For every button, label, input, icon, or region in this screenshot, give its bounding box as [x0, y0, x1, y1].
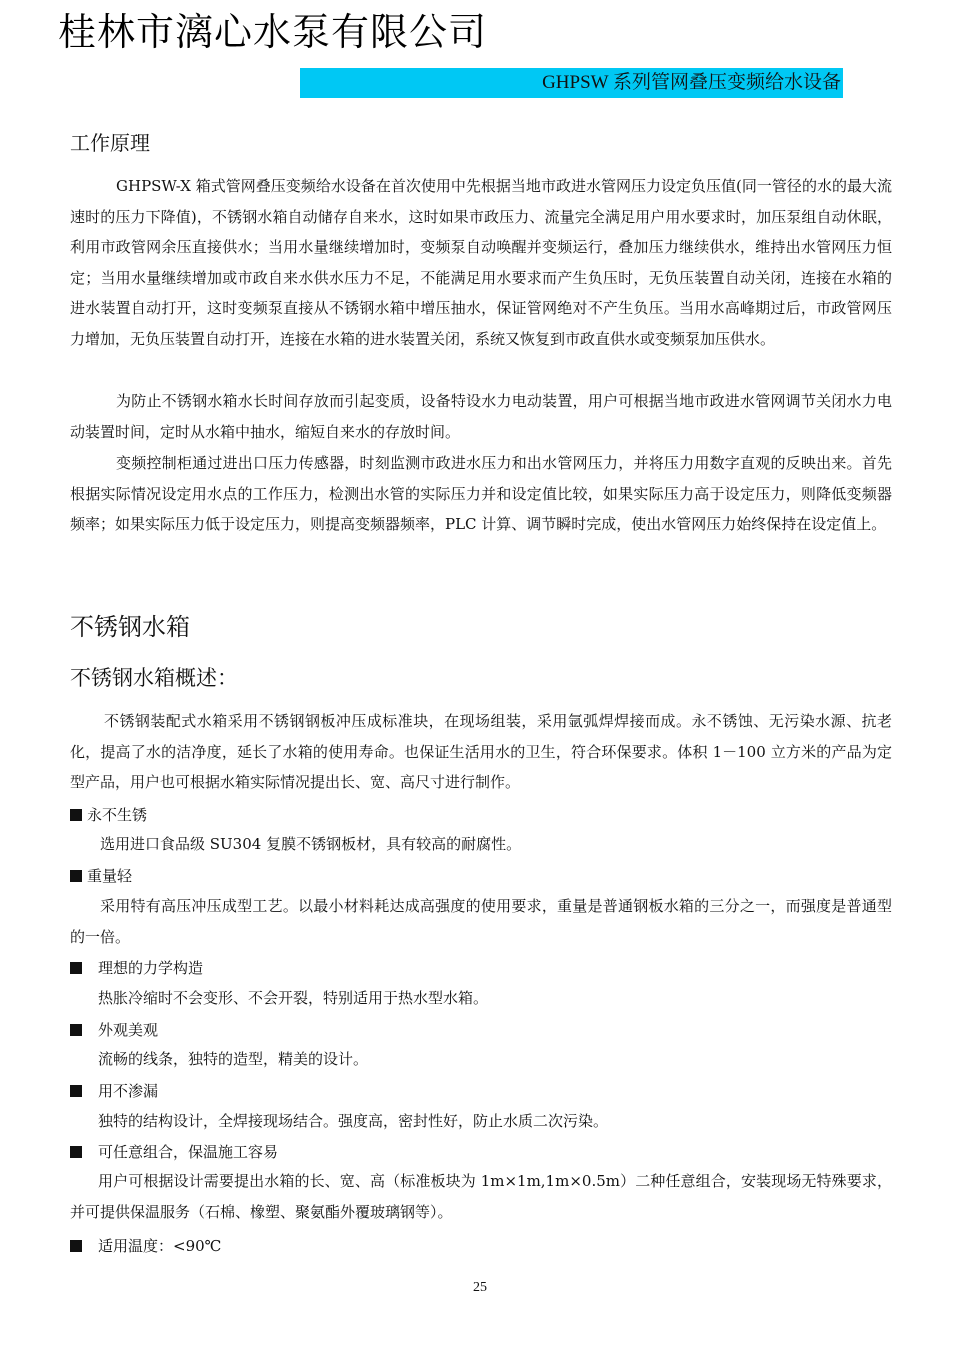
feature-label: 永不生锈 — [70, 804, 147, 826]
feature-label: 外观美观 — [70, 1019, 158, 1041]
square-bullet-icon — [70, 1146, 82, 1158]
square-bullet-icon — [70, 1024, 82, 1036]
section-subtitle-tank-overview: 不锈钢水箱概述： — [70, 666, 238, 690]
principle-paragraph: 为防止不锈钢水箱水长时间存放而引起变质，设备特设水力电动装置，用户可根据当地市政进水管网调节关闭水力电动装置时间，定时从水箱中抽水，缩短自来水的存放时间。 — [70, 392, 892, 441]
tank-intro-paragraph: 不锈钢装配式水箱采用不锈钢钢板冲压成标准块，在现场组装，采用氩弧焊焊接而成。永不锈蚀、无污染水源、抗老化，提高了水的洁净度，延长了水箱的使用寿命。也保证生活用水的卫生，符合环保要求。体积 1－100 立方米的产品为定型产品，用户也可根据水箱实际情况提出长、宽、高尺寸进行制作。 — [70, 712, 892, 791]
product-line-banner: GHPSW 系列管网叠压变频给水设备 — [300, 68, 843, 98]
section-title-tank: 不锈钢水箱 — [70, 613, 190, 641]
feature-description: 流畅的线条，独特的造型，精美的设计。 — [98, 1050, 369, 1068]
feature-description: 选用进口食品级 SU304 复膜不锈钢板材，具有较高的耐腐性。 — [100, 835, 522, 853]
feature-label: 用不渗漏 — [70, 1080, 158, 1102]
feature-description: 用户可根据设计需要提出水箱的长、宽、高（标准板块为 1m×1m,1m×0.5m）二种任意组合，安装现场无特殊要求，并可提供保温服务（石棉、橡塑、聚氨酯外覆玻璃钢等）。 — [70, 1172, 892, 1221]
feature-description: 独特的结构设计，全焊接现场结合。强度高，密封性好，防止水质二次污染。 — [98, 1112, 609, 1130]
square-bullet-icon — [70, 1240, 82, 1252]
square-bullet-icon — [70, 962, 82, 974]
principle-paragraph: 变频控制柜通过进出口压力传感器，时刻监测市政进水压力和出水管网压力，并将压力用数字直观的反映出来。首先根据实际情况设定用水点的工作压力，检测出水管的实际压力并和设定值比较，如果实际压力高于设定压力，则降低变频器频率；如果实际压力低于设定压力，则提高变频器频率，PLC 计算、调节瞬时完成，使出水管网压力始终保持在设定值上。 — [70, 454, 892, 533]
section-title-working-principle: 工作原理 — [70, 131, 150, 155]
company-name: 桂林市漓心水泵有限公司 — [58, 10, 488, 54]
feature-description: 热胀冷缩时不会变形、不会开裂，特别适用于热水型水箱。 — [98, 989, 489, 1007]
feature-label: 重量轻 — [70, 865, 132, 887]
feature-label: 可任意组合，保温施工容易 — [70, 1141, 278, 1163]
page-number: 25 — [473, 1280, 487, 1295]
principle-paragraph: GHPSW-X 箱式管网叠压变频给水设备在首次使用中先根据当地市政进水管网压力设定负压值(同一管径的水的最大流速时的压力下降值)，不锈钢水箱自动储存自来水，这时如果市政压力、流量完全满足用户用水要求时，加压泵组自动休眠，利用市政管网余压直接供水；当用水量继续增加时，变频泵自动唤醒并变频运行，叠加压力继续供水，维持出水管网压力恒定；当用水量继续增加或市政自来水供水压力不足，不能满足用水要求而产生负压时，无负压装置自动关闭，连接在水箱的进水装置自动打开，这时变频泵直接从不锈钢水箱中增压抽水，保证管网绝对不产生负压。当用水高峰期过后，市政管网压力增加，无负压装置自动打开，连接在水箱的进水装置关闭，系统又恢复到市政直供水或变频泵加压供水。 — [70, 177, 892, 348]
feature-label: 理想的力学构造 — [70, 957, 203, 979]
square-bullet-icon — [70, 1085, 82, 1097]
square-bullet-icon — [70, 870, 82, 882]
square-bullet-icon — [70, 809, 82, 821]
feature-label: 适用温度：<90℃ — [70, 1235, 221, 1257]
feature-description: 采用特有高压冲压成型工艺。以最小材料耗达成高强度的使用要求，重量是普通钢板水箱的三分之一，而强度是普通型的一倍。 — [70, 897, 892, 946]
